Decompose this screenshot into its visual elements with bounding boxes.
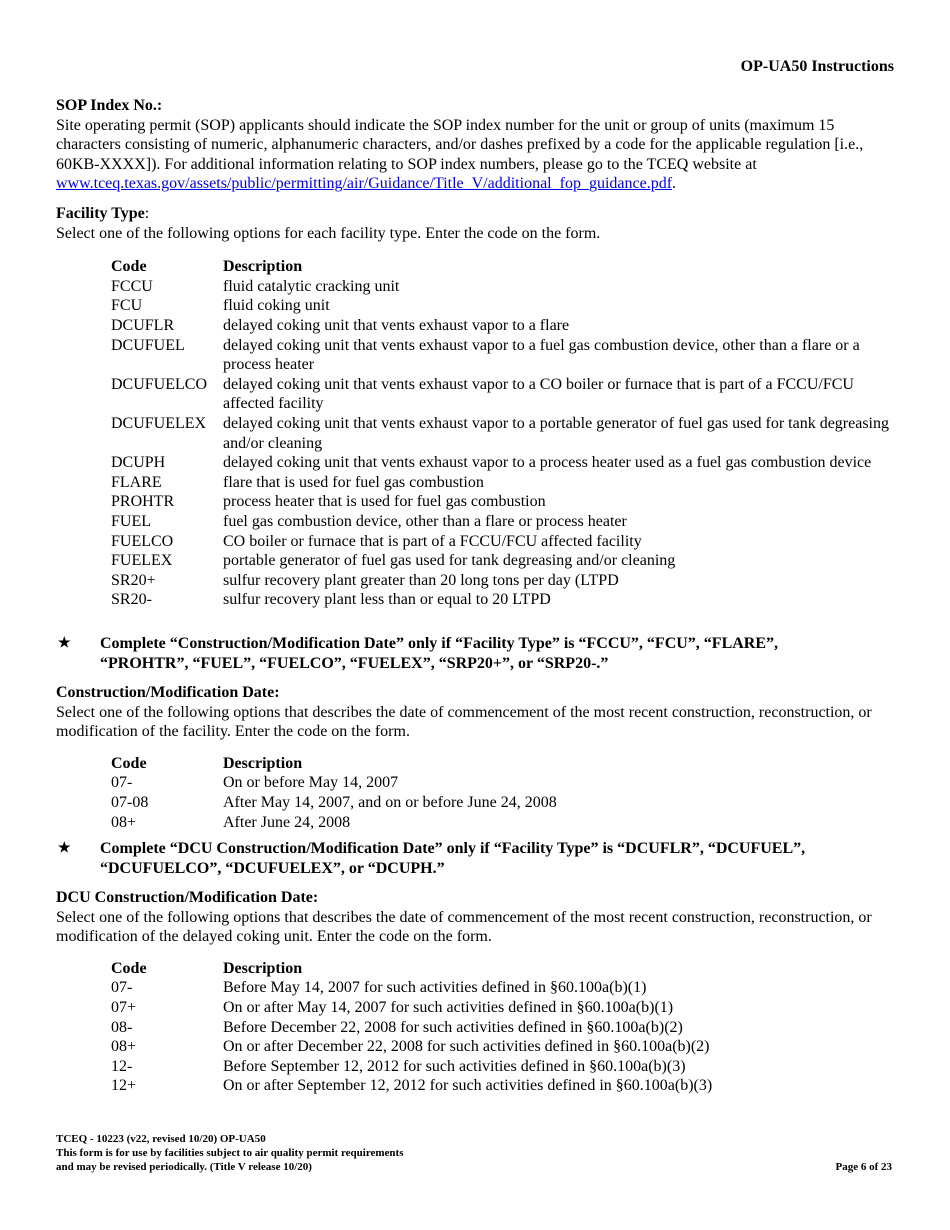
code-cell: FCCU bbox=[111, 277, 153, 295]
description-cell: delayed coking unit that vents exhaust vapor to a flare bbox=[223, 316, 570, 334]
facility-type-colon: : bbox=[144, 205, 150, 222]
table-row bbox=[111, 336, 895, 375]
code-cell: DCUFUELCO bbox=[111, 375, 208, 393]
table-row bbox=[111, 1018, 895, 1038]
document-footer bbox=[56, 1132, 896, 1174]
dcu-date-section bbox=[56, 888, 896, 1096]
star-icon: ★ bbox=[58, 636, 71, 651]
code-cell: 08+ bbox=[111, 1038, 137, 1056]
code-cell: 07+ bbox=[111, 998, 137, 1016]
description-cell: delayed coking unit that vents exhaust vapor to a process heater used as a fuel gas combustion device bbox=[223, 454, 872, 472]
table-row bbox=[111, 375, 895, 414]
description-cell: Before May 14, 2007 for such activities defined in §60.100a(b)(1) bbox=[223, 979, 647, 997]
description-cell: fuel gas combustion device, other than a flare or process heater bbox=[223, 512, 627, 530]
sop-heading: SOP Index No.: bbox=[56, 97, 163, 114]
construction-date-note bbox=[56, 634, 860, 673]
column-header-code: Code bbox=[111, 959, 147, 977]
table-header-row bbox=[111, 959, 895, 979]
table-row bbox=[111, 414, 895, 453]
document-header-title: OP-UA50 Instructions bbox=[740, 58, 894, 75]
description-cell: After June 24, 2008 bbox=[223, 813, 351, 831]
table-row bbox=[111, 492, 895, 512]
code-cell: SR20+ bbox=[111, 571, 156, 589]
code-cell: 07- bbox=[111, 774, 133, 792]
code-cell: FUELCO bbox=[111, 532, 174, 550]
facility-type-heading-line bbox=[56, 204, 896, 224]
column-header-code: Code bbox=[111, 754, 147, 772]
code-cell: DCUFLR bbox=[111, 316, 175, 334]
description-cell: delayed coking unit that vents exhaust vapor to a fuel gas combustion device, other than a flare or a process heater bbox=[223, 336, 860, 374]
table-row bbox=[111, 1076, 895, 1096]
code-cell: PROHTR bbox=[111, 493, 175, 511]
table-header-row bbox=[111, 257, 895, 277]
footer-revision-note: and may be revised periodically. (Title V release 10/20) bbox=[56, 1161, 312, 1173]
sop-guidance-link[interactable]: www.tceq.texas.gov/assets/public/permitting/air/Guidance/Title_V/additional_fop_guidance.pdf bbox=[56, 175, 673, 193]
footer-form-id: TCEQ - 10223 (v22, revised 10/20) OP-UA50 bbox=[56, 1133, 266, 1145]
page-number: Page 6 of 23 bbox=[835, 1161, 892, 1173]
table-row bbox=[111, 532, 895, 552]
table-row bbox=[111, 473, 895, 493]
description-cell: On or after September 12, 2012 for such activities defined in §60.100a(b)(3) bbox=[223, 1077, 713, 1095]
construction-date-table bbox=[111, 754, 895, 832]
dcu-date-heading: DCU Construction/Modification Date: bbox=[56, 889, 319, 906]
table-row bbox=[111, 978, 895, 998]
sop-text: Site operating permit (SOP) applicants should indicate the SOP index number for the unit or group of units (maximum 15 characters consisting of numeric, alphanumeric characters, and/or dashes prefixed by a code for the applicable regulation [i.e., 60KB-XXXX]). For additional information relating to SOP index numbers, please go to the TCEQ website at bbox=[56, 116, 864, 173]
description-cell: flare that is used for fuel gas combustion bbox=[223, 473, 484, 491]
table-row bbox=[111, 453, 895, 473]
code-cell: 07-08 bbox=[111, 793, 149, 811]
facility-type-heading: Facility Type bbox=[56, 205, 145, 222]
table-row bbox=[111, 277, 895, 297]
construction-date-heading: Construction/Modification Date: bbox=[56, 684, 280, 701]
table-row bbox=[111, 512, 895, 532]
description-cell: delayed coking unit that vents exhaust vapor to a portable generator of fuel gas used for tank degreasing and/or cleaning bbox=[223, 414, 889, 452]
table-row bbox=[111, 1037, 895, 1057]
description-cell: On or after December 22, 2008 for such activities defined in §60.100a(b)(2) bbox=[223, 1038, 710, 1056]
column-header-description: Description bbox=[223, 258, 303, 276]
dcu-date-note-text: Complete “DCU Construction/Modification Date” only if “Facility Type” is “DCUFLR”, “DCUFUEL”, “DCUFUELCO”, “DCUFUELEX”, or “DCUPH.” bbox=[100, 840, 806, 877]
description-cell: On or after May 14, 2007 for such activities defined in §60.100a(b)(1) bbox=[223, 998, 674, 1016]
description-cell: fluid catalytic cracking unit bbox=[223, 277, 400, 295]
table-header-row bbox=[111, 754, 895, 774]
description-cell: delayed coking unit that vents exhaust vapor to a CO boiler or furnace that is part of a FCCU/FCU affected facility bbox=[223, 375, 854, 413]
column-header-description: Description bbox=[223, 754, 303, 772]
code-cell: DCUPH bbox=[111, 454, 166, 472]
code-cell: 08+ bbox=[111, 813, 137, 831]
construction-date-note-text: Complete “Construction/Modification Date” only if “Facility Type” is “FCCU”, “FCU”, “FLARE”, “PROHTR”, “FUEL”, “FUELCO”, “FUELEX”, “SRP20+”, or “SRP20-.” bbox=[100, 635, 779, 672]
dcu-date-rows bbox=[111, 978, 895, 1096]
description-cell: fluid coking unit bbox=[223, 297, 330, 315]
table-row bbox=[111, 813, 895, 833]
footer-usage-note: This form is for use by facilities subject to air quality permit requirements bbox=[56, 1147, 404, 1159]
table-row bbox=[111, 316, 895, 336]
sop-text-end: . bbox=[672, 175, 677, 193]
code-cell: 07- bbox=[111, 979, 133, 997]
column-header-code: Code bbox=[111, 258, 147, 276]
description-cell: sulfur recovery plant less than or equal to 20 LTPD bbox=[223, 591, 551, 609]
description-cell: Before September 12, 2012 for such activities defined in §60.100a(b)(3) bbox=[223, 1057, 686, 1075]
description-cell: After May 14, 2007, and on or before June 24, 2008 bbox=[223, 793, 557, 811]
code-cell: FUELEX bbox=[111, 552, 173, 570]
code-cell: SR20- bbox=[111, 591, 152, 609]
table-row bbox=[111, 793, 895, 813]
construction-date-intro: Select one of the following options that describes the date of commencement of the most recent construction, reconstruction, or modification of the facility. Enter the code on the form. bbox=[56, 703, 872, 741]
table-row bbox=[111, 571, 895, 591]
dcu-date-intro: Select one of the following options that describes the date of commencement of the most recent construction, reconstruction, or modification of the delayed coking unit. Enter the code on the form. bbox=[56, 908, 872, 946]
code-cell: FLARE bbox=[111, 473, 162, 491]
construction-date-rows bbox=[111, 773, 895, 832]
code-cell: 08- bbox=[111, 1018, 133, 1036]
description-cell: On or before May 14, 2007 bbox=[223, 774, 399, 792]
code-cell: FUEL bbox=[111, 512, 151, 530]
description-cell: process heater that is used for fuel gas combustion bbox=[223, 493, 546, 511]
description-cell: Before December 22, 2008 for such activities defined in §60.100a(b)(2) bbox=[223, 1018, 683, 1036]
description-cell: sulfur recovery plant greater than 20 long tons per day (LTPD bbox=[223, 571, 619, 589]
column-header-description: Description bbox=[223, 959, 303, 977]
table-row bbox=[111, 590, 895, 610]
code-cell: 12- bbox=[111, 1057, 133, 1075]
construction-date-section bbox=[56, 683, 896, 832]
code-cell: DCUFUELEX bbox=[111, 414, 207, 432]
sop-section bbox=[56, 96, 896, 194]
table-row bbox=[111, 998, 895, 1018]
facility-type-table bbox=[111, 257, 895, 610]
code-cell: FCU bbox=[111, 297, 143, 315]
facility-type-rows bbox=[111, 277, 895, 610]
code-cell: 12+ bbox=[111, 1077, 137, 1095]
table-row bbox=[111, 773, 895, 793]
sop-paragraph bbox=[56, 116, 896, 194]
dcu-date-note bbox=[56, 839, 860, 878]
facility-type-intro: Select one of the following options for each facility type. Enter the code on the form. bbox=[56, 224, 601, 242]
description-cell: portable generator of fuel gas used for tank degreasing and/or cleaning bbox=[223, 552, 676, 570]
dcu-date-table bbox=[111, 959, 895, 1096]
table-row bbox=[111, 551, 895, 571]
facility-type-section bbox=[56, 204, 896, 610]
table-row bbox=[111, 296, 895, 316]
table-row bbox=[111, 1057, 895, 1077]
star-icon: ★ bbox=[58, 841, 71, 856]
code-cell: DCUFUEL bbox=[111, 336, 185, 354]
description-cell: CO boiler or furnace that is part of a FCCU/FCU affected facility bbox=[223, 532, 642, 550]
